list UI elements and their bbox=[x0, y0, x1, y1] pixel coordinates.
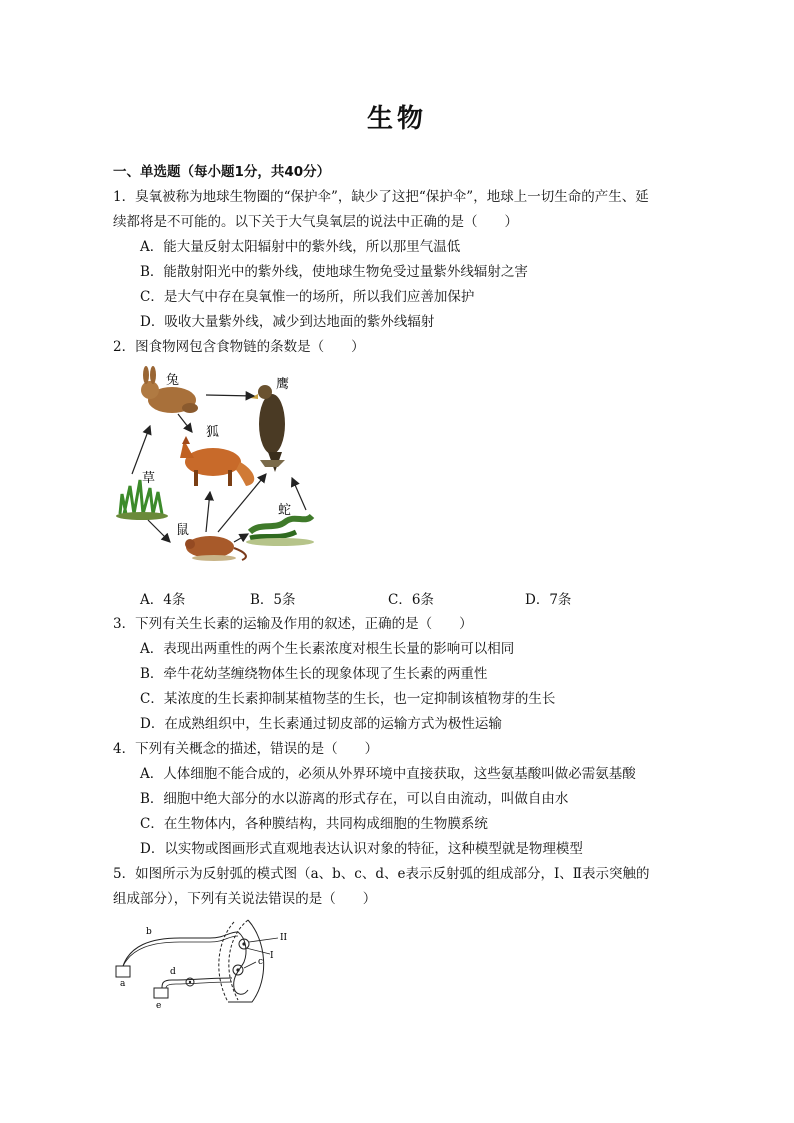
question-3-stem: 3．下列有关生长素的运输及作用的叙述，正确的是（ ） bbox=[113, 616, 473, 632]
question-2-option-b: B．5条 bbox=[250, 592, 296, 608]
question-5-stem-line1: 5．如图所示为反射弧的模式图（a、b、c、d、e表示反射弧的组成部分，Ⅰ、Ⅱ表示突触的 bbox=[113, 866, 650, 882]
label-snake: 蛇 bbox=[278, 503, 292, 518]
fox-icon bbox=[180, 436, 254, 486]
question-3-option-a: A．表现出两重性的两个生长素浓度对根生长量的影响可以相同 bbox=[140, 641, 515, 657]
question-1-option-b: B．能散射阳光中的紫外线，使地球生物免受过量紫外线辐射之害 bbox=[140, 264, 528, 280]
arrow-mouse-fox bbox=[206, 492, 210, 532]
question-3-option-c: C．某浓度的生长素抑制某植物茎的生长，也一定抑制该植物芽的生长 bbox=[140, 691, 556, 707]
label-d: d bbox=[170, 967, 176, 977]
arrow-mouse-snake bbox=[234, 534, 248, 542]
question-4-option-b: B．细胞中绝大部分的水以游离的形式存在，可以自由流动，叫做自由水 bbox=[140, 791, 569, 807]
label-fox: 狐 bbox=[206, 425, 220, 440]
label-a: a bbox=[120, 979, 126, 989]
grass-icon bbox=[116, 480, 168, 520]
question-1-stem-line2: 续都将是不可能的。以下关于大气臭氧层的说法中正确的是（ ） bbox=[113, 214, 518, 230]
arrow-rabbit-eagle bbox=[206, 395, 254, 396]
reflex-arc-figure bbox=[110, 918, 300, 1010]
question-2-option-d: D．7条 bbox=[525, 592, 572, 608]
question-2-stem: 2．图食物网包含食物链的条数是（ ） bbox=[113, 339, 365, 355]
label-b: b bbox=[146, 927, 152, 937]
arrow-mouse-eagle bbox=[218, 474, 266, 532]
snake-icon bbox=[246, 516, 314, 546]
page-title: 生物 bbox=[366, 104, 427, 134]
label-grass: 草 bbox=[142, 471, 156, 486]
arrow-rabbit-fox bbox=[178, 414, 192, 432]
food-web-figure bbox=[110, 362, 330, 580]
question-1-option-a: A．能大量反射太阳辐射中的紫外线，所以那里气温低 bbox=[140, 239, 461, 255]
question-3-option-d: D．在成熟组织中，生长素通过韧皮部的运输方式为极性运输 bbox=[140, 716, 502, 732]
question-2-option-c: C．6条 bbox=[388, 592, 434, 608]
arrow-snake-eagle bbox=[292, 478, 306, 510]
question-3-option-b: B．牵牛花幼茎缠绕物体生长的现象体现了生长素的两重性 bbox=[140, 666, 488, 682]
question-4-option-d: D．以实物或图画形式直观地表达认识对象的特征，这种模型就是物理模型 bbox=[140, 841, 583, 857]
section-heading: 一、单选题（每小题1分，共40分） bbox=[113, 164, 331, 180]
label-c: c bbox=[258, 957, 264, 967]
question-4-stem: 4．下列有关概念的描述，错误的是（ ） bbox=[113, 741, 379, 757]
arrow-grass-rabbit bbox=[132, 426, 150, 474]
label-synapse-I: I bbox=[270, 951, 274, 961]
question-2-option-a: A．4条 bbox=[140, 592, 186, 608]
question-5-stem-line2: 组成部分），下列有关说法错误的是（ ） bbox=[113, 891, 377, 907]
label-eagle: 鹰 bbox=[276, 377, 290, 392]
arrow-grass-mouse bbox=[148, 520, 170, 542]
label-rabbit: 兔 bbox=[166, 373, 180, 388]
question-1-option-d: D．吸收大量紫外线，减少到达地面的紫外线辐射 bbox=[140, 314, 435, 330]
question-1-option-c: C．是大气中存在臭氧惟一的场所，所以我们应善加保护 bbox=[140, 289, 475, 305]
label-e: e bbox=[156, 1001, 162, 1010]
label-synapse-II: II bbox=[280, 933, 288, 943]
label-mouse: 鼠 bbox=[176, 523, 190, 538]
question-1-stem-line1: 1．臭氧被称为地球生物圈的“保护伞”，缺少了这把“保护伞”，地球上一切生命的产生、延 bbox=[113, 189, 649, 205]
question-4-option-c: C．在生物体内，各种膜结构，共同构成细胞的生物膜系统 bbox=[140, 816, 488, 832]
eagle-icon bbox=[250, 385, 285, 472]
question-4-option-a: A．人体细胞不能合成的，必须从外界环境中直接获取，这些氨基酸叫做必需氨基酸 bbox=[140, 766, 636, 782]
